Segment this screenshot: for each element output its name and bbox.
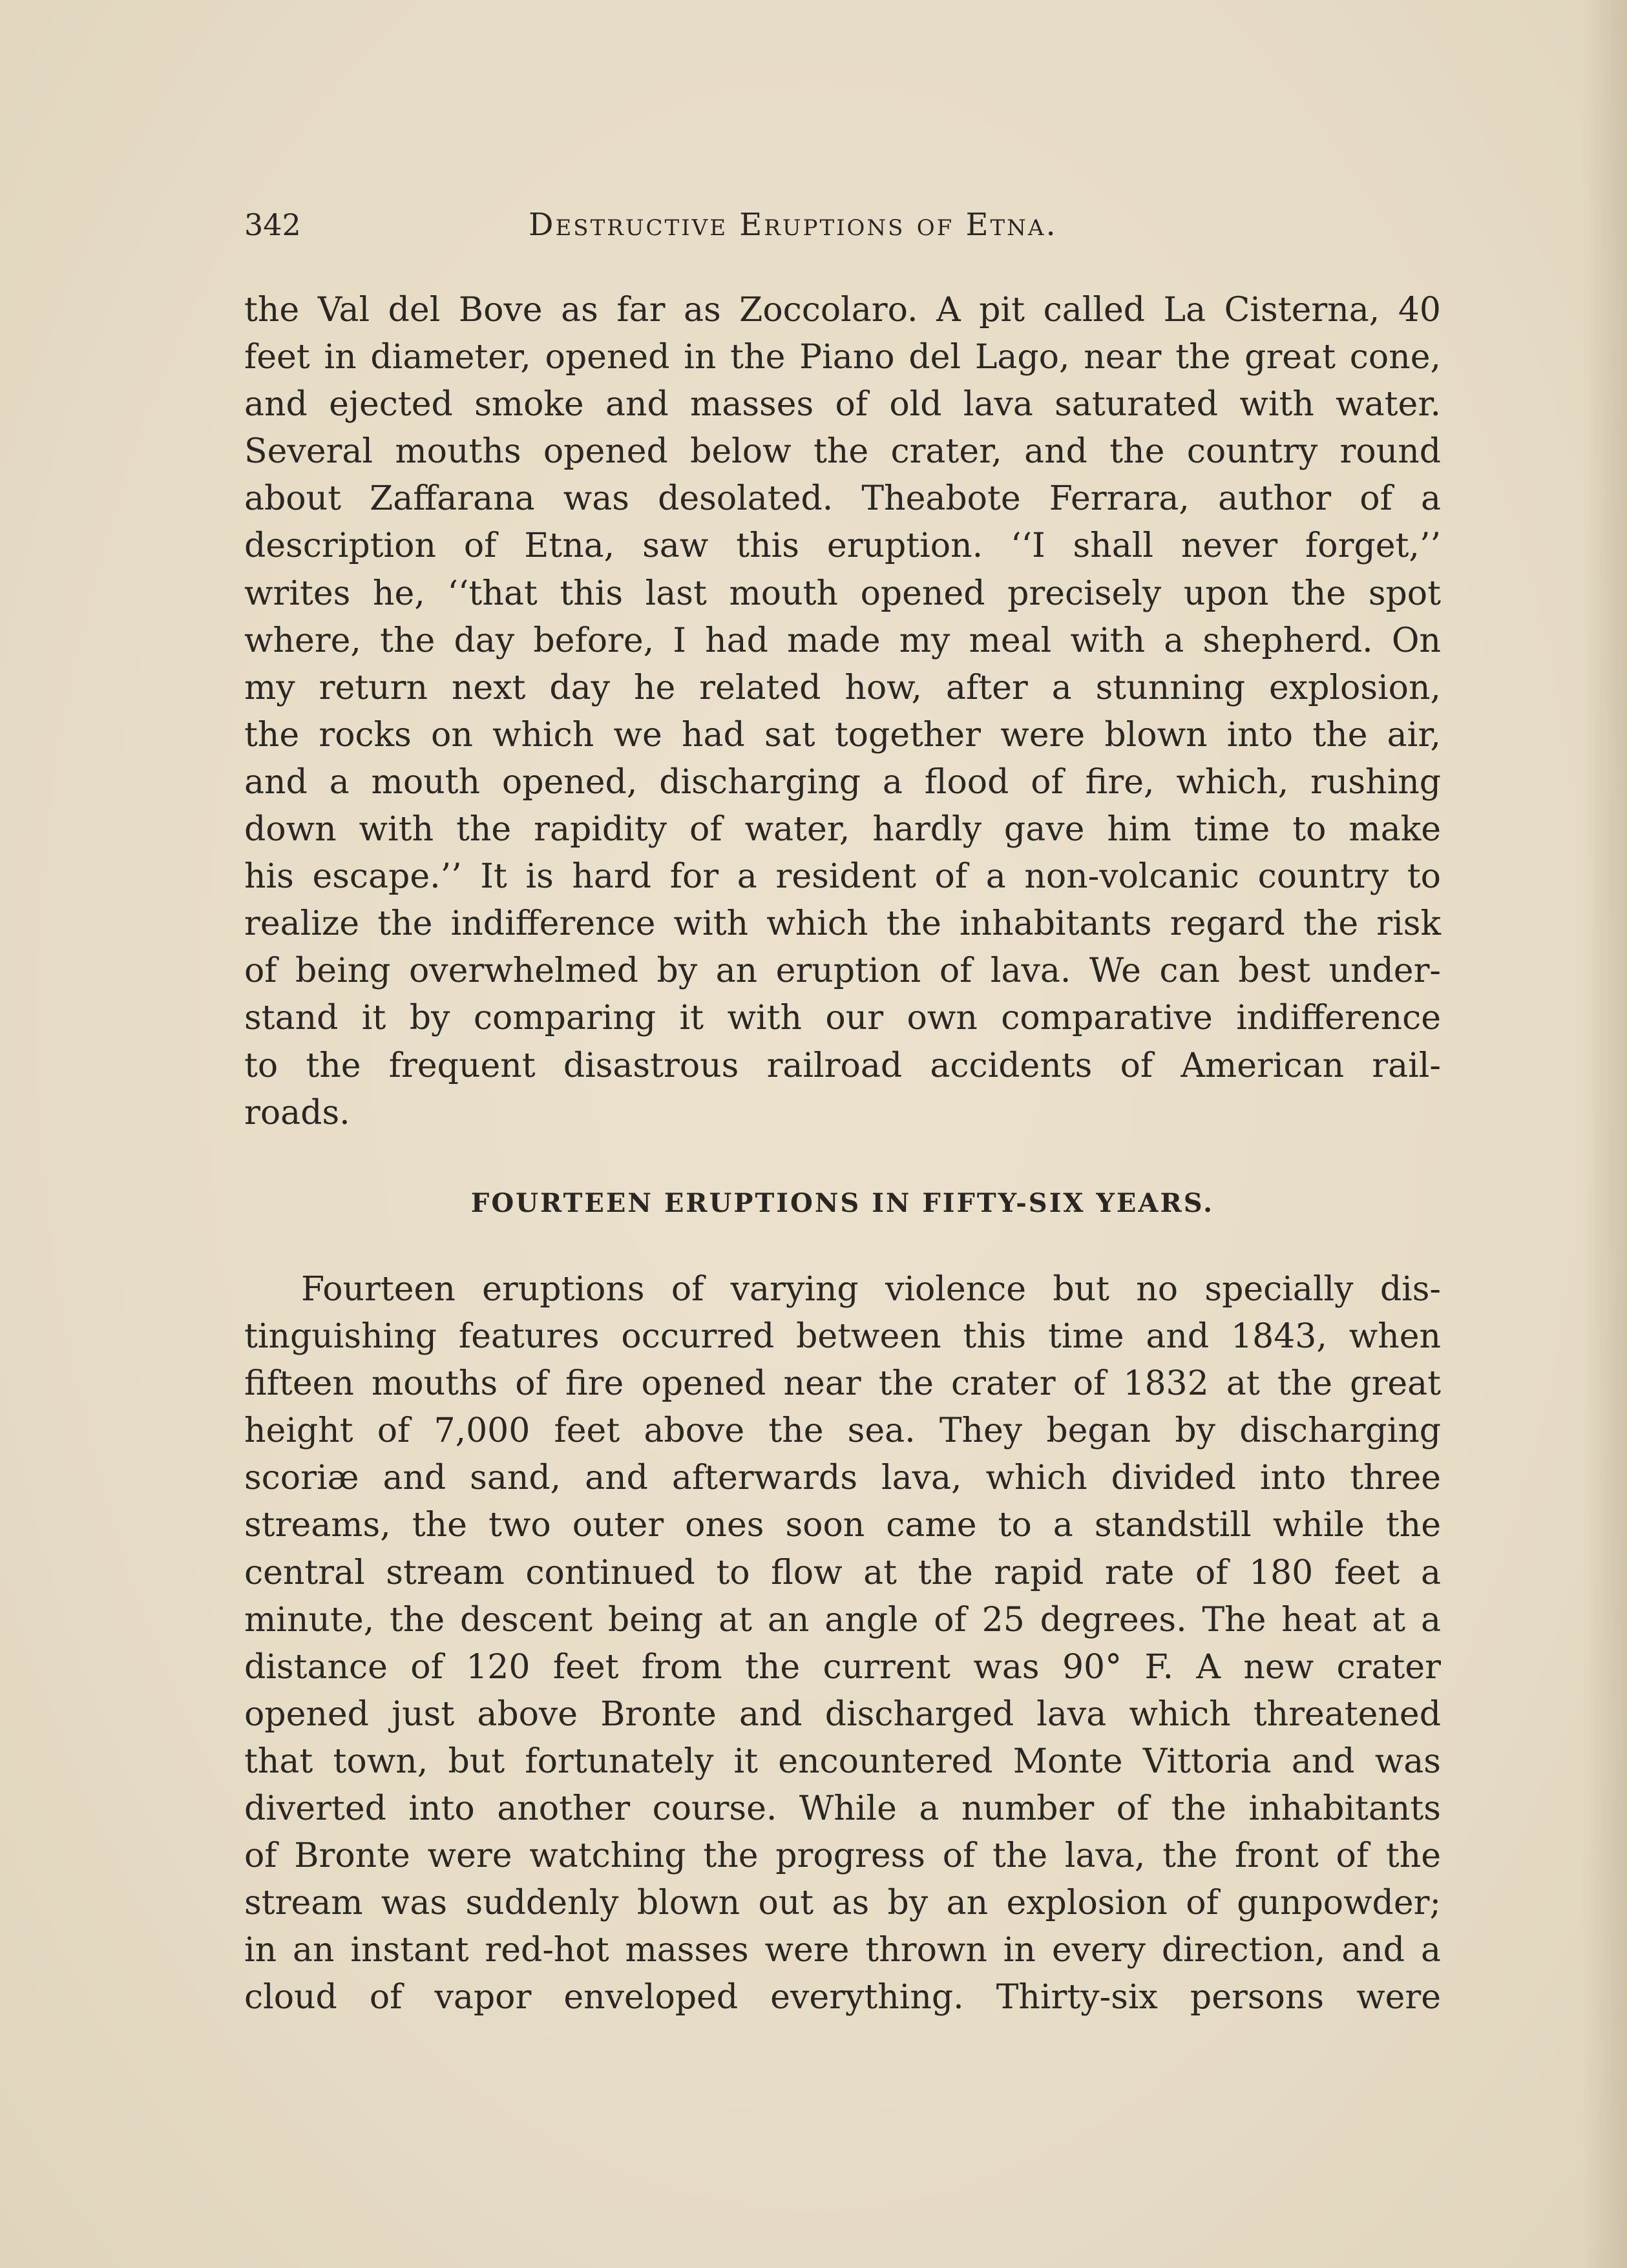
- text-line: stand it by comparing it with our own comparative indifference: [244, 999, 1441, 1038]
- text-line: streams, the two outer ones soon came to a standstill while the: [244, 1506, 1441, 1545]
- text-line: cloud of vapor enveloped everything. Thirty-six persons were: [244, 1978, 1441, 2017]
- text-line: the Val del Bove as far as Zoccolaro. A pit called La Cisterna, 40: [244, 291, 1441, 329]
- page-edge-shadow: [1582, 0, 1627, 2268]
- text-line: description of Etna, saw this eruption. ‘‘I shall never forget,’’: [244, 526, 1441, 566]
- text-line: fifteen mouths of fire opened near the crater of 1832 at the great: [244, 1364, 1441, 1404]
- text-line: where, the day before, I had made my meal with a shepherd. On: [244, 621, 1441, 660]
- paragraph-1: [244, 287, 1441, 1137]
- text-line: of being overwhelmed by an eruption of lava. We can best under-: [244, 952, 1441, 991]
- text-line: in an instant red-hot masses were thrown in every direction, and a: [244, 1931, 1441, 1970]
- text-line: about Zaffarana was desolated. Theabote Ferrara, author of a: [244, 479, 1441, 519]
- text-line: realize the indifference with which the inhabitants regard the risk: [244, 904, 1441, 944]
- text-line: that town, but fortunately it encountered Monte Vittoria and was: [244, 1742, 1441, 1781]
- text-line: and ejected smoke and masses of old lava saturated with water.: [244, 385, 1441, 424]
- text-line: the rocks on which we had sat together were blown into the air,: [244, 715, 1441, 754]
- text-line: scoriæ and sand, and afterwards lava, which divided into three: [244, 1459, 1441, 1498]
- text-line: diverted into another course. While a number of the inhabitants: [244, 1789, 1441, 1829]
- text-line: Fourteen eruptions of varying violence but no specially dis-: [301, 1270, 1441, 1309]
- text-line: tinguishing features occurred between this time and 1843, when: [244, 1317, 1441, 1357]
- text-line: opened just above Bronte and discharged lava which threatened: [244, 1694, 1441, 1734]
- text-line: Several mouths opened below the crater, and the country round: [244, 432, 1441, 472]
- text-line: distance of 120 feet from the current was 90° F. A new crater: [244, 1647, 1441, 1687]
- text-line: of Bronte were watching the progress of the lava, the front of the: [244, 1836, 1441, 1876]
- section-heading: FOURTEEN ERUPTIONS IN FIFTY-SIX YEARS.: [470, 1188, 1215, 1218]
- text-line: stream was suddenly blown out as by an explosion of gunpowder;: [244, 1884, 1441, 1923]
- text-line: roads.: [244, 1093, 350, 1132]
- text-line: central stream continued to flow at the rapid rate of 180 feet a: [244, 1553, 1441, 1592]
- text-line: minute, the descent being at an angle of 25 degrees. The heat at a: [244, 1600, 1441, 1639]
- text-line: down with the rapidity of water, hardly gave him time to make: [244, 810, 1441, 849]
- text-line: height of 7,000 feet above the sea. They began by discharging: [244, 1411, 1441, 1451]
- text-line: writes he, ‘‘that this last mouth opened precisely upon the spot: [244, 574, 1441, 613]
- text-line: my return next day he related how, after a stunning explosion,: [244, 668, 1441, 707]
- text-line: to the frequent disastrous railroad accidents of American rail-: [244, 1046, 1441, 1085]
- text-line: and a mouth opened, discharging a flood of fire, which, rushing: [244, 762, 1441, 802]
- text-line: his escape.’’ It is hard for a resident of a non-volcanic country to: [244, 857, 1441, 897]
- paragraph-2: [244, 1266, 1441, 2022]
- running-head: Destructive Eruptions of Etna.: [529, 207, 1058, 243]
- text-line: feet in diameter, opened in the Piano del Lago, near the great cone,: [244, 338, 1441, 377]
- page-header: [244, 205, 1440, 244]
- page-number: 342: [244, 207, 301, 242]
